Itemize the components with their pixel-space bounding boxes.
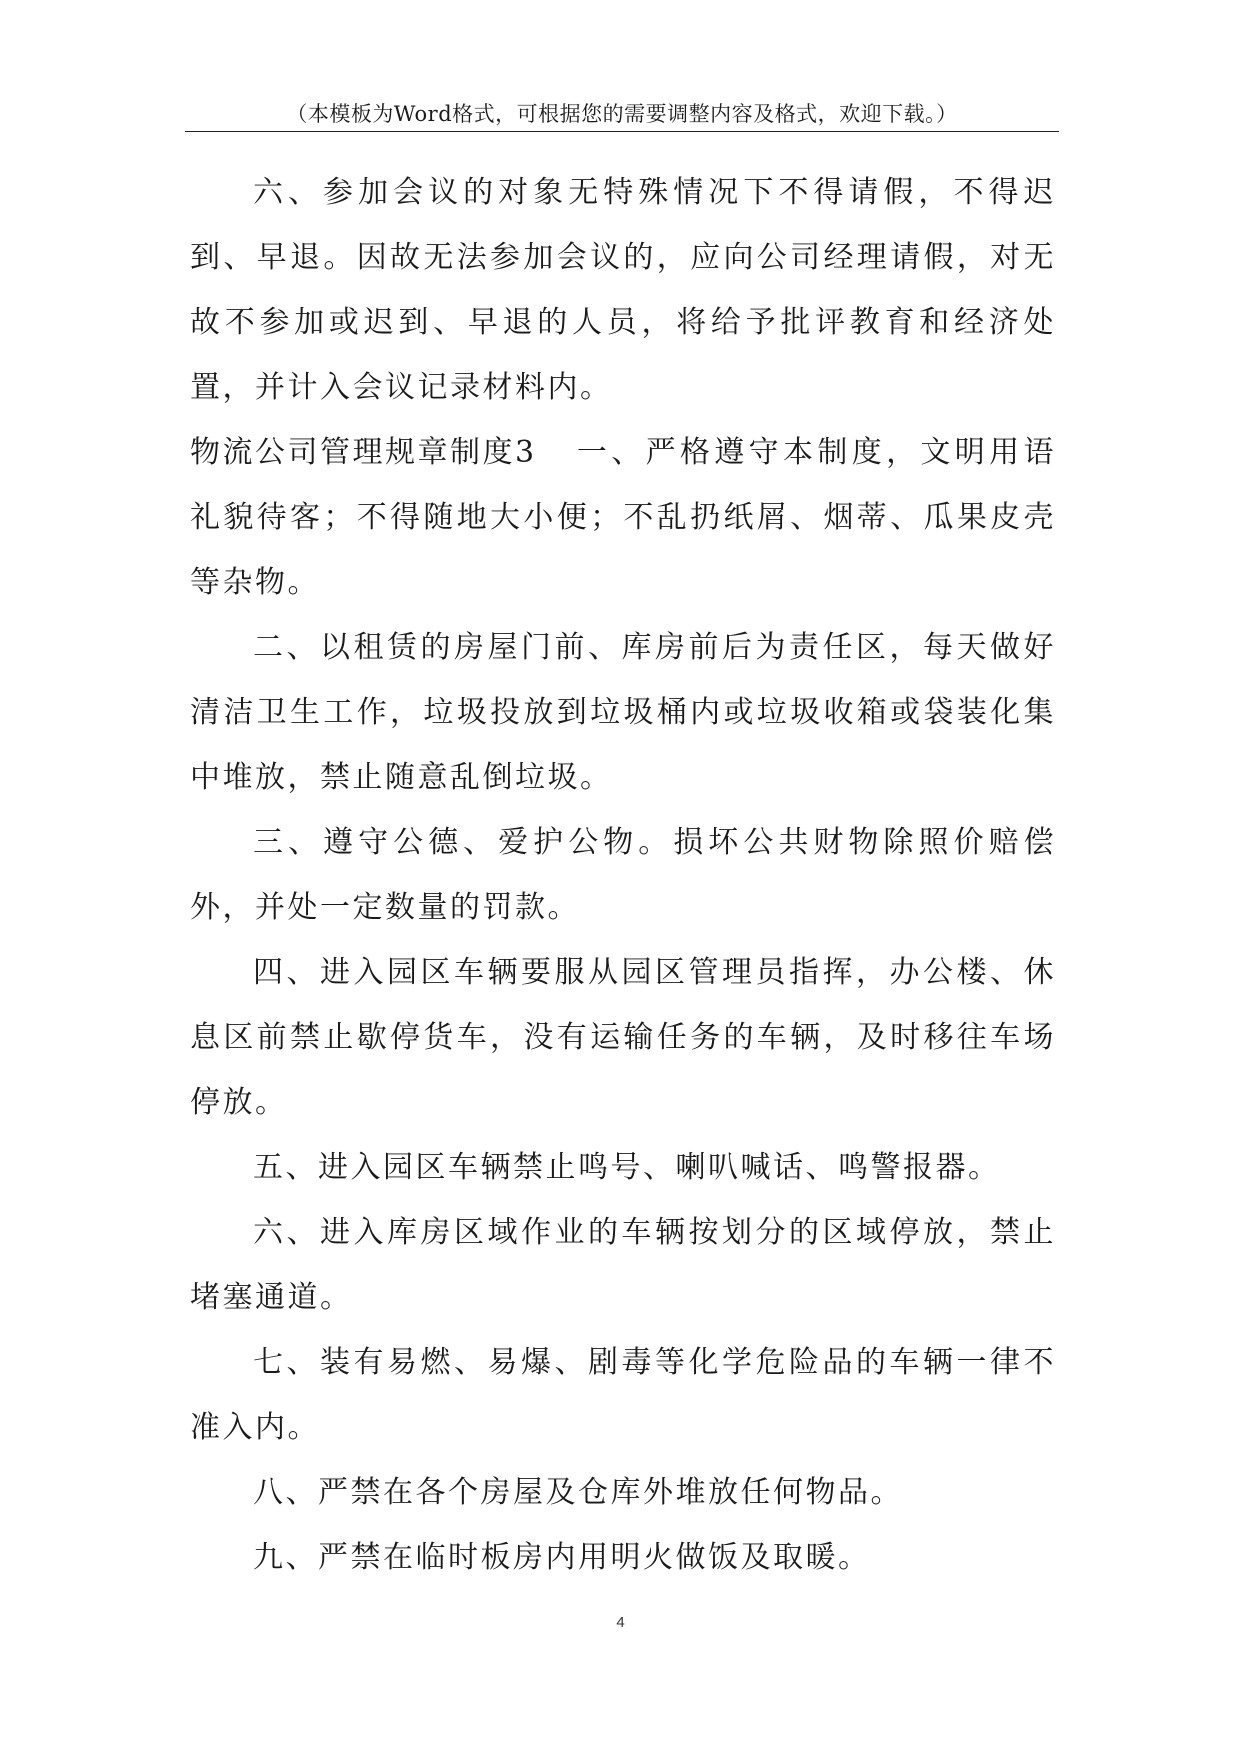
paragraph-rule-5: 五、进入园区车辆禁止鸣号、喇叭喊话、鸣警报器。: [253, 1150, 1001, 1185]
rule-1-text: 一、严格遵守本制度，文明用语礼貌待客；不得随地大小便；不乱扔纸屑、烟蒂、瓜果皮壳等杂物。: [190, 435, 1056, 600]
paragraph-rule-9: 九、严禁在临时板房内用明火做饭及取暖。: [253, 1540, 871, 1575]
paragraph-rule-2: 二、以租赁的房屋门前、库房前后为责任区，每天做好清洁卫生工作，垃圾投放到垃圾桶内或垃圾收箱或袋装化集中堆放，禁止随意乱倒垃圾。: [190, 630, 1056, 795]
paragraph-rule-7: 七、装有易燃、易爆、剧毒等化学危险品的车辆一律不准入内。: [190, 1345, 1056, 1445]
header-divider: [185, 131, 1059, 132]
paragraph-rule-3: 三、遵守公德、爱护公物。损坏公共财物除照价赔偿外，并处一定数量的罚款。: [190, 825, 1056, 925]
paragraph-rule-4: 四、进入园区车辆要服从园区管理员指挥，办公楼、休息区前禁止歇停货车，没有运输任务的车辆，及时移往车场停放。: [190, 955, 1056, 1120]
paragraph-meeting-attendance: 六、参加会议的对象无特殊情况下不得请假，不得迟到、早退。因故无法参加会议的，应向公司经理请假，对无故不参加或迟到、早退的人员，将给予批评教育和经济处置，并计入会议记录材料内。: [190, 175, 1056, 405]
template-note-header: （本模板为Word格式，可根据您的需要调整内容及格式，欢迎下载。）: [286, 102, 958, 126]
paragraph-rule-8: 八、严禁在各个房屋及仓库外堆放任何物品。: [253, 1475, 903, 1510]
paragraph-rules-intro: [190, 420, 1056, 615]
section-title: 物流公司管理规章制度3: [190, 435, 537, 470]
document-body: [190, 160, 1056, 1590]
page-number: 4: [616, 1614, 625, 1631]
paragraph-rule-6: 六、进入库房区域作业的车辆按划分的区域停放，禁止堵塞通道。: [190, 1215, 1056, 1315]
